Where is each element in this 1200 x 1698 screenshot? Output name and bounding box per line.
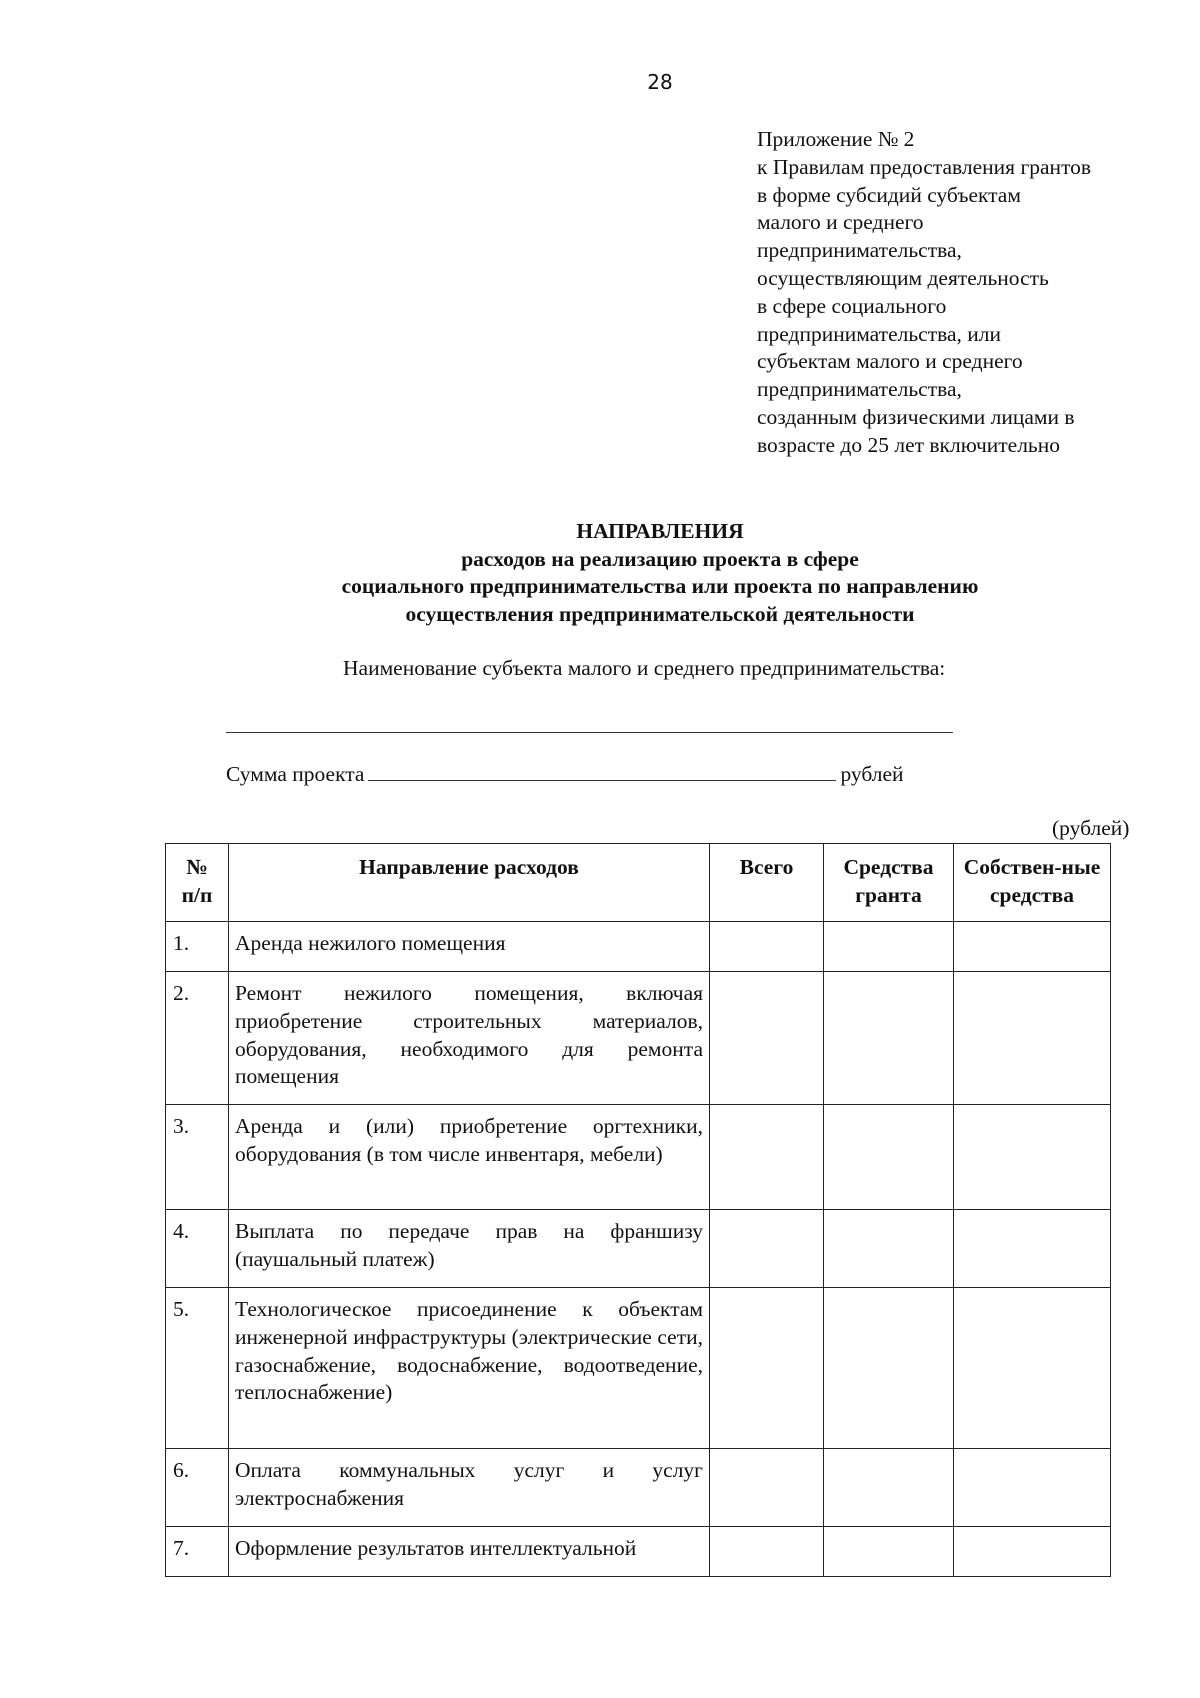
appendix-line: созданным физическими лицами в — [757, 404, 1075, 429]
row-desc: Оплата коммунальных услуг и услуг электроснабжения — [229, 1449, 710, 1527]
cell-grant[interactable] — [824, 1210, 954, 1288]
table-row — [166, 922, 1111, 972]
cell-total[interactable] — [710, 1288, 824, 1449]
row-num: 1. — [166, 922, 229, 972]
row-num: 6. — [166, 1449, 229, 1527]
header-grant: Средства гранта — [824, 844, 954, 922]
page-number: 28 — [647, 70, 673, 94]
title-line: социального предпринимательства или проекта по направлению — [341, 574, 979, 598]
row-desc: Аренда и (или) приобретение оргтехники, оборудования (в том числе инвентаря, мебели) — [229, 1105, 710, 1210]
cell-own[interactable] — [954, 1288, 1111, 1449]
cell-total[interactable] — [710, 1449, 824, 1527]
cell-own[interactable] — [954, 1105, 1111, 1210]
row-num: 7. — [166, 1527, 229, 1577]
title-line: осуществления предпринимательской деятельности — [405, 601, 915, 626]
header-direction: Направление расходов — [229, 844, 710, 922]
entity-name-label: Наименование субъекта малого и среднего предпринимательства: — [343, 656, 946, 680]
document-title — [150, 518, 1170, 628]
cell-own[interactable] — [954, 922, 1111, 972]
row-num: 3. — [166, 1105, 229, 1210]
project-sum-field[interactable] — [368, 760, 836, 781]
unit-note: (рублей) — [1052, 816, 1130, 840]
header-own: Собствен-ные средства — [954, 844, 1111, 922]
appendix-line: осуществляющим деятельность — [757, 265, 1049, 290]
row-desc: Технологическое присоединение к объектам инженерной инфраструктуры (электрические сети, газоснабжение, водоснабжение, водоотведение, теплоснабжение) — [229, 1288, 710, 1449]
cell-grant[interactable] — [824, 922, 954, 972]
header-num — [166, 844, 229, 922]
cell-own[interactable] — [954, 1527, 1111, 1577]
table-header-row — [166, 844, 1111, 922]
table-row — [166, 1527, 1111, 1577]
cell-total[interactable] — [710, 1105, 824, 1210]
table-row — [166, 1210, 1111, 1288]
row-desc: Оформление результатов интеллектуальной — [229, 1527, 710, 1577]
cell-grant[interactable] — [824, 972, 954, 1105]
cell-total[interactable] — [710, 972, 824, 1105]
appendix-line: в форме субсидий субъектам — [757, 182, 1021, 207]
header-num-line: № — [186, 855, 208, 879]
project-sum-row — [226, 760, 904, 787]
appendix-line: Приложение № 2 — [757, 127, 915, 151]
header-total: Всего — [710, 844, 824, 922]
table-row — [166, 1105, 1111, 1210]
appendix-line: возрасте до 25 лет включительно — [757, 432, 1060, 457]
row-num: 2. — [166, 972, 229, 1105]
title-line: расходов на реализацию проекта в сфере — [461, 546, 859, 571]
expenses-table — [165, 843, 1111, 1577]
project-sum-unit: рублей — [840, 762, 904, 786]
appendix-line: предпринимательства, или — [757, 321, 1001, 346]
row-num: 4. — [166, 1210, 229, 1288]
appendix-line: предпринимательства, — [757, 377, 962, 402]
cell-own[interactable] — [954, 972, 1111, 1105]
row-desc: Выплата по передаче прав на франшизу (паушальный платеж) — [229, 1210, 710, 1288]
appendix-line: предпринимательства, — [757, 238, 962, 263]
table-row — [166, 972, 1111, 1105]
project-sum-label: Сумма проекта — [226, 762, 365, 786]
appendix-block — [757, 126, 1177, 460]
appendix-line: к Правилам предоставления грантов — [757, 154, 1092, 179]
cell-own[interactable] — [954, 1210, 1111, 1288]
table-row — [166, 1288, 1111, 1449]
cell-total[interactable] — [710, 1210, 824, 1288]
appendix-line: малого и среднего — [757, 210, 924, 235]
cell-grant[interactable] — [824, 1105, 954, 1210]
cell-total[interactable] — [710, 1527, 824, 1577]
table-row — [166, 1449, 1111, 1527]
header-num-line: п/п — [181, 882, 213, 907]
cell-grant[interactable] — [824, 1288, 954, 1449]
cell-total[interactable] — [710, 922, 824, 972]
row-num: 5. — [166, 1288, 229, 1449]
title-heading: НАПРАВЛЕНИЯ — [576, 519, 744, 543]
cell-grant[interactable] — [824, 1527, 954, 1577]
entity-name-field[interactable] — [226, 732, 953, 733]
cell-grant[interactable] — [824, 1449, 954, 1527]
row-desc: Ремонт нежилого помещения, включая приобретение строительных материалов, оборудования, необходимого для ремонта помещения — [229, 972, 710, 1105]
row-desc: Аренда нежилого помещения — [229, 922, 710, 972]
appendix-line: в сфере социального — [757, 293, 947, 318]
appendix-line: субъектам малого и среднего — [757, 349, 1023, 374]
cell-own[interactable] — [954, 1449, 1111, 1527]
